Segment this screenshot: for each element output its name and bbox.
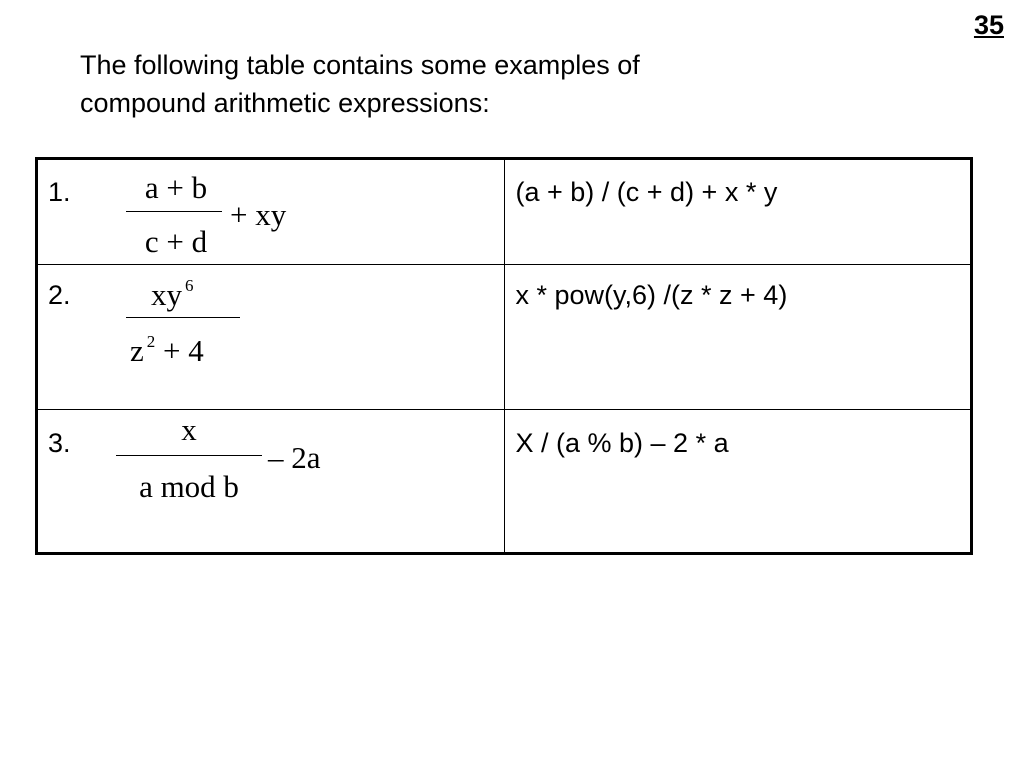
code-expression: (a + b) / (c + d) + x * y (515, 177, 778, 207)
fraction-denominator: a mod b (139, 469, 239, 504)
intro-line-2: compound arithmetic expressions: (80, 88, 490, 118)
fraction-denominator: c + d (144, 224, 208, 259)
math-cell (37, 159, 505, 265)
math-cell (37, 265, 505, 410)
math-cell (37, 410, 505, 554)
code-cell (504, 410, 972, 554)
math-tail: – 2a (268, 440, 321, 475)
fraction-numerator (151, 277, 194, 313)
fraction-denominator (130, 333, 204, 369)
numerator-exponent: 6 (185, 276, 194, 295)
table-row (37, 410, 972, 554)
row-number: 2. (48, 280, 71, 310)
intro-line-1: The following table contains some examples of (80, 50, 640, 80)
fraction-numerator: a + b (144, 170, 208, 205)
code-cell (504, 265, 972, 410)
fraction-bar (126, 211, 222, 212)
fraction-bar (116, 455, 262, 456)
table-row (37, 265, 972, 410)
code-expression: x * pow(y,6) /(z * z + 4) (515, 280, 788, 310)
numerator-base: xy (151, 277, 182, 312)
code-cell (504, 159, 972, 265)
row-number: 1. (48, 177, 71, 207)
denominator-exponent: 2 (146, 332, 156, 351)
intro-text (80, 46, 840, 122)
fraction-numerator: x (181, 412, 197, 447)
page-number: 35 (973, 10, 1004, 40)
expressions-table (35, 157, 973, 555)
table-row (37, 159, 972, 265)
code-expression: X / (a % b) – 2 * a (515, 428, 729, 458)
fraction-bar (126, 317, 240, 318)
denominator-base: z (130, 333, 144, 368)
denominator-rest: + 4 (163, 333, 204, 368)
row-number: 3. (48, 428, 71, 458)
math-tail: + xy (230, 197, 287, 232)
